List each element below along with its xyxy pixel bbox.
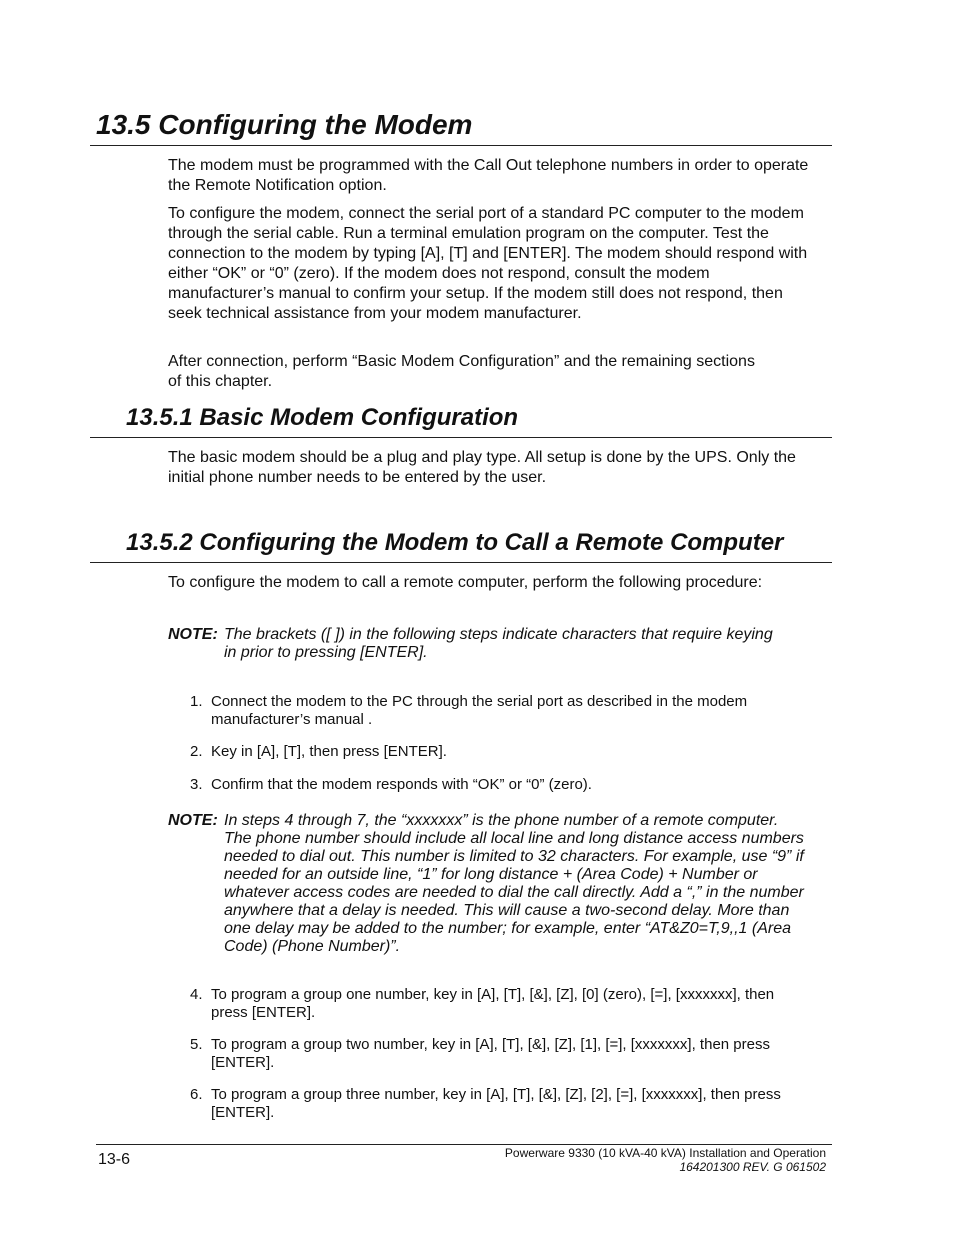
step-text: Confirm that the modem responds with “OK” or “0” (zero).	[211, 776, 592, 793]
subsection2-heading: 13.5.2 Configuring the Modem to Call a Remote Computer	[126, 529, 784, 556]
subsection1-heading-rule	[90, 437, 832, 438]
subsection1-heading: 13.5.1 Basic Modem Configuration	[126, 404, 519, 431]
note-brackets	[168, 626, 778, 662]
step-text: To program a group one number, key in [A], [T], [&], [Z], [0] (zero), [=], [xxxxxxx], then press [ENTER].	[211, 986, 775, 1021]
section-heading-rule	[90, 145, 832, 146]
subsection2-paragraph: To configure the modem to call a remote computer, perform the following procedure:	[168, 574, 763, 591]
step-1	[190, 693, 795, 729]
section-paragraph-3: After connection, perform “Basic Modem Configuration” and the remaining sections of this chapter.	[168, 353, 755, 390]
step-number: 3.	[190, 776, 203, 793]
step-number: 5.	[190, 1036, 203, 1053]
subsection2-heading-rule	[90, 562, 832, 563]
step-2	[190, 743, 810, 761]
note-text: In steps 4 through 7, the “xxxxxxx” is the phone number of a remote computer. The phone number should include all local line and long distance access numbers needed to dial out. This number is limited to 32 characters. For example, use “9” if needed for an outside line, “1” for long distance + (Area Code) + Number or whatever access codes are needed to dial the call directly. Add a “,” in the number anywhere that a delay is needed. This will cause a two-second delay. More than one delay may be added to the number; for example, enter “AT&Z0=T,9,,1 (Area Code) (Phone Number)”.	[224, 812, 804, 955]
section-heading: 13.5 Configuring the Modem	[96, 109, 473, 140]
footer-document-info	[505, 1146, 826, 1174]
footer-rule	[96, 1144, 832, 1145]
step-3	[190, 776, 810, 794]
step-text: Connect the modem to the PC through the serial port as described in the modem manufacturer’s manual .	[211, 693, 748, 728]
step-number: 1.	[190, 693, 203, 710]
step-number: 6.	[190, 1086, 203, 1103]
note-text: The brackets ([ ]) in the following steps indicate characters that require keying in prior to pressing [ENTER].	[224, 626, 773, 661]
step-number: 2.	[190, 743, 203, 760]
section-paragraph-2: To configure the modem, connect the serial port of a standard PC computer to the modem through the serial cable. Run a terminal emulation program on the computer. Test the connection to the modem by typing [A], [T] and [ENTER]. The modem should respond with either “OK” or “0” (zero). If the modem does not respond, consult the modem manufacturer’s manual to confirm your setup. If the modem still does not respond, then seek technical assistance from your modem manufacturer.	[168, 205, 808, 322]
step-text: To program a group two number, key in [A], [T], [&], [Z], [1], [=], [xxxxxxx], then press [ENTER].	[211, 1036, 770, 1071]
step-4	[190, 986, 795, 1022]
document-revision: 164201300 REV. G 061502	[679, 1160, 826, 1174]
document-title: Powerware 9330 (10 kVA-40 kVA) Installation and Operation	[504, 1146, 826, 1160]
step-5	[190, 1036, 795, 1072]
note-label: NOTE:	[168, 812, 218, 829]
note-phone-number	[168, 812, 810, 956]
step-number: 4.	[190, 986, 203, 1003]
step-6	[190, 1086, 805, 1122]
note-label: NOTE:	[168, 626, 218, 643]
page-number: 13-6	[98, 1151, 131, 1168]
section-paragraph-1: The modem must be programmed with the Call Out telephone numbers in order to operate the Remote Notification option.	[168, 157, 809, 194]
step-text: To program a group three number, key in [A], [T], [&], [Z], [2], [=], [xxxxxxx], then press [ENTER].	[211, 1086, 781, 1121]
step-text: Key in [A], [T], then press [ENTER].	[211, 743, 447, 760]
subsection1-paragraph: The basic modem should be a plug and play type. All setup is done by the UPS. Only the initial phone number needs to be entered by the user.	[168, 449, 796, 486]
